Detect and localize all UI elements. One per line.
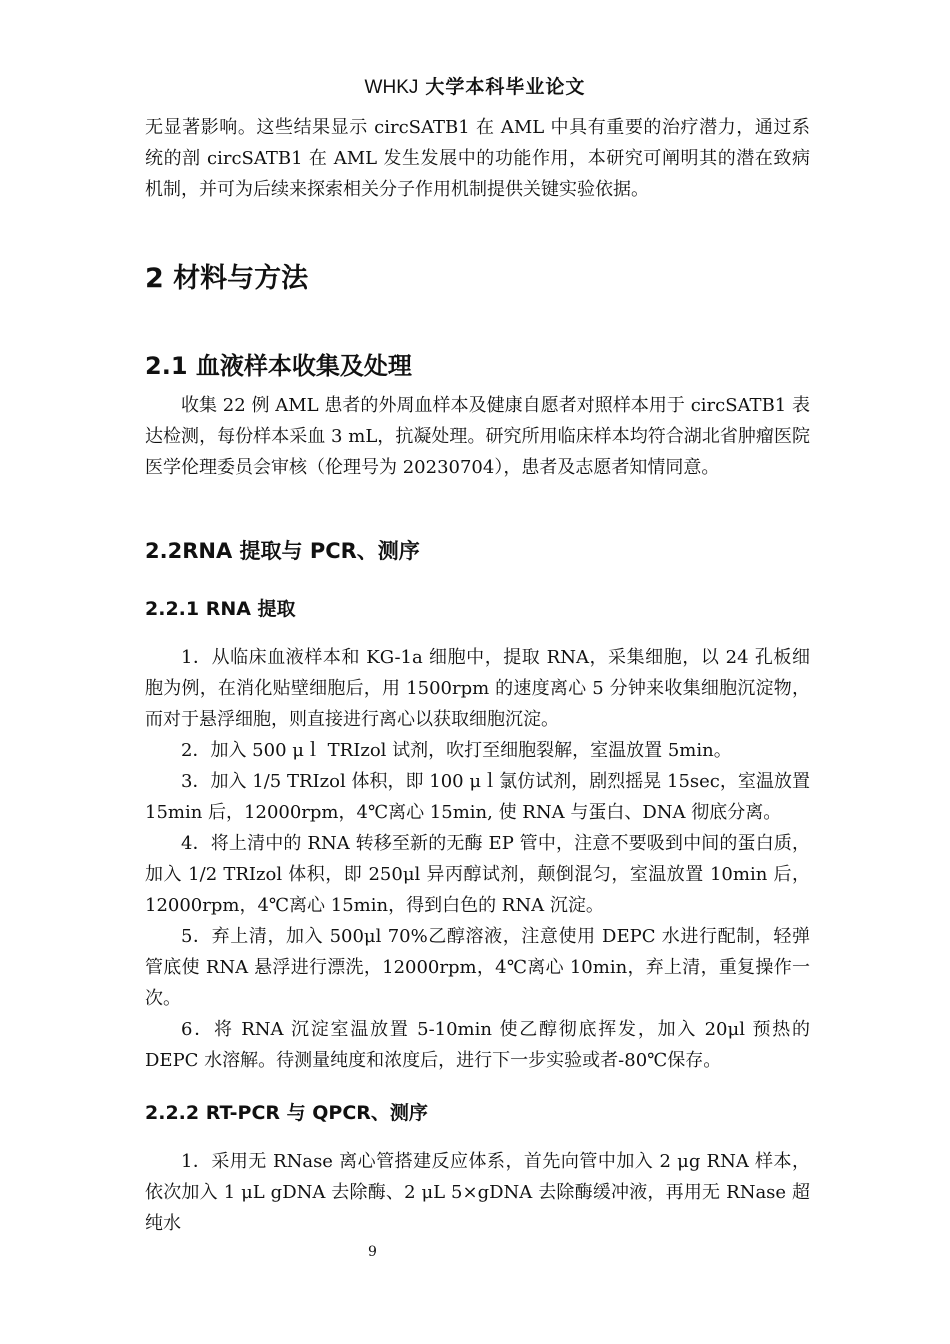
section-2-2-2-heading: 2.2.2 RT-PCR 与 QPCR、测序 [145, 1102, 428, 1124]
header-title: 大学本科毕业论文 [425, 76, 586, 98]
section-2-1-heading: 2.1 血液样本收集及处理 [145, 352, 412, 380]
rna-extraction-steps [145, 642, 810, 1076]
step-3: 3．加入 1/5 TRIzol 体积，即 100 μｌ氯仿试剂，剧烈摇晃 15sec，室温放置 15min 后，12000rpm，4℃离心 15min, 使 RNA 与蛋白、DNA 彻底分离。 [145, 771, 810, 823]
section-2-2-2-paragraph: 1．采用无 RNase 离心管搭建反应体系，首先向管中加入 2 μg RNA 样本，依次加入 1 μL gDNA 去除酶、2 μL 5×gDNA 去除酶缓冲液，再用无 RNase 超纯水 [145, 1151, 810, 1234]
step-4: 4．将上清中的 RNA 转移至新的无酶 EP 管中，注意不要吸到中间的蛋白质，加入 1/2 TRIzol 体积，即 250μl 异丙醇试剂，颠倒混匀，室温放置 10min 后，12000rpm，4℃离心 15min，得到白色的 RNA 沉淀。 [145, 833, 810, 916]
header-latin: WHKJ [364, 77, 419, 98]
step-6: 6．将 RNA 沉淀室温放置 5-10min 使乙醇彻底挥发，加入 20μl 预热的 DEPC 水溶解。待测量纯度和浓度后，进行下一步实验或者-80℃保存。 [145, 1019, 810, 1071]
running-header [0, 72, 950, 99]
step-1: 1．从临床血液样本和 KG-1a 细胞中，提取 RNA，采集细胞，以 24 孔板细胞为例，在消化贴壁细胞后，用 1500rpm 的速度离心 5 分钟来收集细胞沉淀物，而对于悬浮细胞，则直接进行离心以获取细胞沉淀。 [145, 647, 810, 730]
section-2-heading: 2 材料与方法 [145, 263, 309, 294]
step-2: 2．加入 500 μｌ TRIzol 试剂，吹打至细胞裂解，室温放置 5min。 [181, 740, 732, 761]
step-5: 5．弃上清，加入 500μl 70%乙醇溶液，注意使用 DEPC 水进行配制，轻弹管底使 RNA 悬浮进行漂洗，12000rpm，4℃离心 10min，弃上清，重复操作一次。 [145, 926, 810, 1009]
page-number: 9 [368, 1244, 377, 1260]
section-2-2-heading: 2.2RNA 提取与 PCR、测序 [145, 539, 420, 563]
intro-paragraph: 无显著影响。这些结果显示 circSATB1 在 AML 中具有重要的治疗潜力，通过系统的剖 circSATB1 在 AML 发生发展中的功能作用，本研究可阐明其的潜在致病机制，并可为后续来探索相关分子作用机制提供关键实验依据。 [145, 117, 810, 200]
section-2-2-1-heading: 2.2.1 RNA 提取 [145, 598, 296, 620]
section-2-1-paragraph: 收集 22 例 AML 患者的外周血样本及健康自愿者对照样本用于 circSATB1 表达检测，每份样本采血 3 mL，抗凝处理。研究所用临床样本均符合湖北省肿瘤医院医学伦理委员会审核（伦理号为 20230704），患者及志愿者知情同意。 [145, 395, 810, 478]
